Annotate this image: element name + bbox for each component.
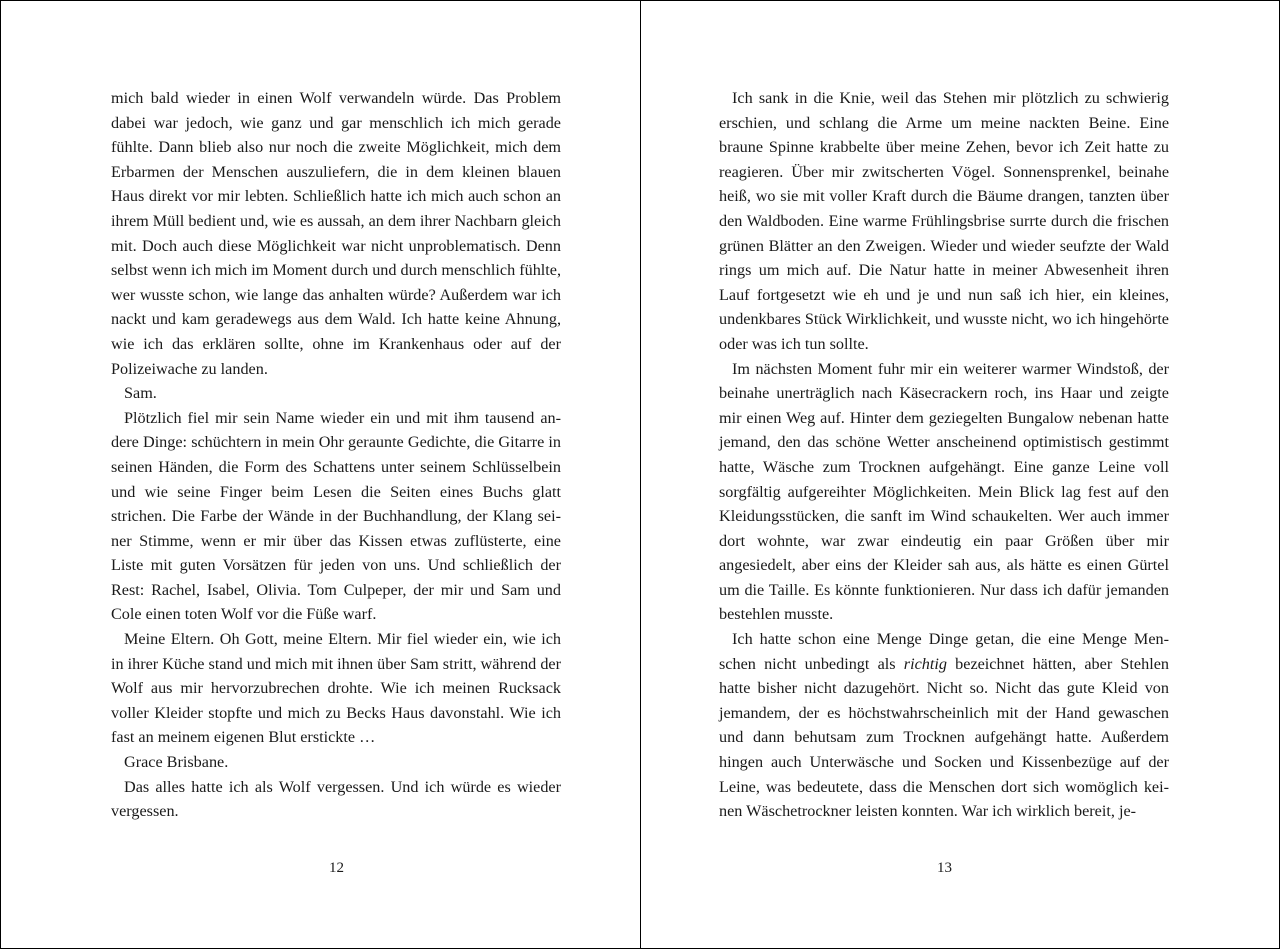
paragraph-text: Ich hatte schon eine Menge Dinge getan, die eine Menge Menschen nicht unbedingt als <box>719 630 1169 673</box>
paragraph: Ich sank in die Knie, weil das Stehen mir plötzlich zu schwierig erschien, und schlang die Arme um meine nackten Beine. Eine braune Spinne krabbelte über meine Zehen, bevor ich Zeit hatte zu reagieren. Über mir zwitscherten Vögel. Sonnensprenkel, beinahe heiß, wo sie mit voller Kraft durch die Bäume drangen, tanzten über den Waldboden. Eine warme Frühlingsbrise surrte durch die frischen grünen Blätter an den Zweigen. Wieder und wieder seufzte der Wald rings um mich auf. Die Natur hatte in meiner Abwesenheit ihren Lauf fortgesetzt wie eh und je und nun saß ich hier, ein kleines, undenkbares Stück Wirklichkeit, und wusste nicht, wo ich hingehörte oder was ich tun sollte. <box>719 89 1169 353</box>
paragraph: Meine Eltern. Oh Gott, meine Eltern. Mir fiel wieder ein, wie ich in ihrer Küche stand und mich mit ihnen über Sam stritt, während der Wolf aus mir hervorzubrechen drohte. Wie ich meinen Rucksack voller Kleider stopfte und mich zu Becks Haus davonstahl. Wie ich fast an meinem eigenen Blut erstickte … <box>111 630 561 747</box>
paragraph: mich bald wieder in einen Wolf verwandeln würde. Das Problem dabei war jedoch, wie ganz und gar menschlich ich mich gerade fühlte. Dann blieb also nur noch die zweite Möglichkeit, mich dem Erbarmen der Menschen auszuliefern, die in dem kleinen blauen Haus direkt vor mir lebten. Schließlich hatte ich mich auch schon an ihrem Müll bedient und, wie es aussah, an dem ihrer Nachbarn gleich mit. Doch auch diese Möglichkeit war nicht unproblematisch. Denn selbst wenn ich mich im Moment durch und durch menschlich fühlte, wer wusste schon, wie lange das anhalten würde? Außerdem war ich nackt und kam geradewegs aus dem Wald. Ich hatte keine Ahnung, wie ich das erklären sollte, ohne im Krankenhaus oder auf der Polizeiwache zu landen. <box>111 89 562 378</box>
paragraph: Grace Brisbane. <box>124 753 229 772</box>
paragraph: Plötzlich fiel mir sein Name wieder ein und mit ihm tausend andere Dinge: schüchtern in mein Ohr geraunte Gedichte, die Gitarre in seinen Händen, die Form des Schattens unter seinem Schlüsselbein und wie seine Finger beim Lesen die Seiten eines Buchs glatt strichen. Die Farbe der Wände in der Buchhandlung, der Klang seiner Stimme, wenn er mir über das Kissen etwas zuflüsterte, eine Liste mit guten Vorsätzen für jeden von uns. Und schließlich der Rest: Rachel, Isabel, Olivia. Tom Culpeper, der mir und Sam und Cole einen toten Wolf vor die Füße warf. <box>111 408 561 624</box>
left-page-text <box>111 86 561 824</box>
page-number: 12 <box>329 860 344 876</box>
emphasized-word: richtig <box>903 654 947 673</box>
page-number: 13 <box>937 860 952 876</box>
paragraph: Das alles hatte ich als Wolf vergessen. Und ich würde es wieder vergessen. <box>111 777 561 821</box>
paragraph: Im nächsten Moment fuhr mir ein weiterer warmer Windstoß, der beinahe unerträglich nach Käsecrackern roch, ins Haar und zeigte mir einen Weg auf. Hinter dem geziegelten Bungalow nebenan hatte jemand, den das schöne Wetter anscheinend optimistisch gestimmt hatte, Wäsche zum Trocknen aufgehängt. Eine ganze Leine voll sorgfältig aufgereihter Möglichkeiten. Mein Blick lag fest auf den Kleidungsstücken, die sanft im Wind schaukelten. Wer auch immer dort wohnte, war zwar eindeutig ein paar Größen über mir angesiedelt, aber eins der Kleider sah aus, als hätte es einen Gürtel um die Taille. Es könnte funktionieren. Nur dass ich dafür jemanden bestehlen musste. <box>719 359 1169 624</box>
paragraph: Sam. <box>124 384 157 403</box>
paragraph-text: bezeichnet hätten, aber Stehlen hatte bisher nicht dazugehört. Nicht so. Nicht das gute Kleid von jemandem, der es höchstwahrscheinlich mit der Hand gewaschen und dann behutsam zum Trocknen aufgehängt hatte. Außerdem hingen auch Unterwäsche und Socken und Kissenbezüge auf der Leine, was bedeutete, dass die Menschen dort sich womöglich keinen Wäschetrockner leisten konnten. War ich wirklich bereit, je- <box>719 654 1169 821</box>
paragraph <box>719 627 1169 824</box>
right-page <box>641 1 1280 948</box>
left-page <box>1 1 640 948</box>
right-page-text <box>719 86 1169 824</box>
